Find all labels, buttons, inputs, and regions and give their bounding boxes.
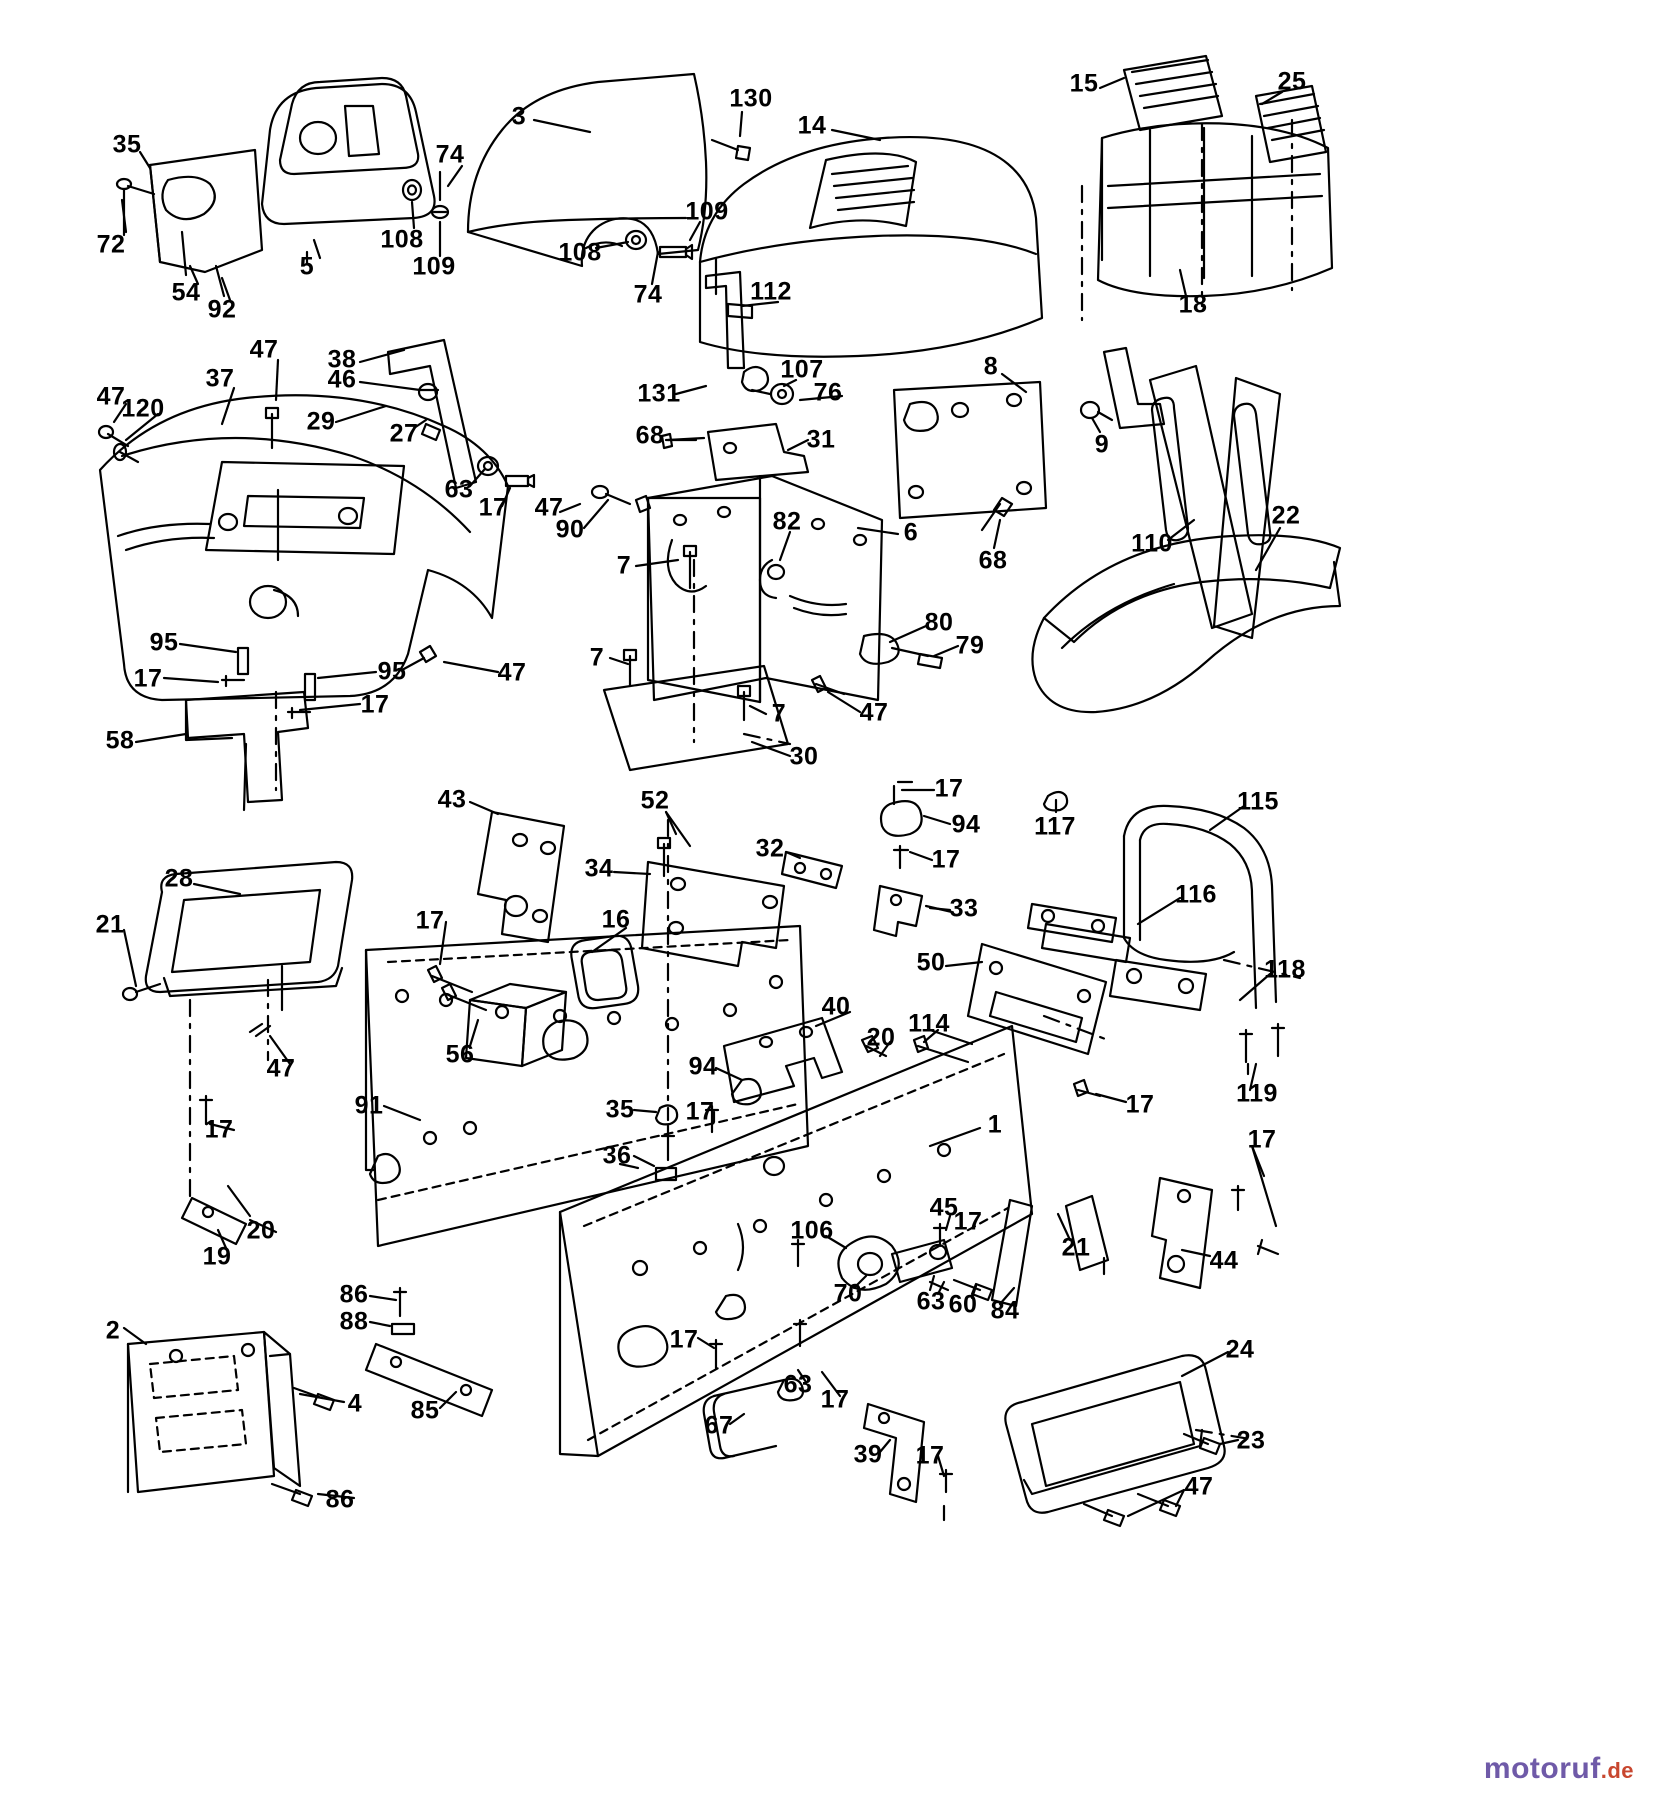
callout-number: 82 <box>772 507 802 536</box>
callout-number: 21 <box>95 910 125 939</box>
callout-number: 116 <box>1175 880 1217 909</box>
callout-number: 47 <box>497 658 527 687</box>
callout-number: 17 <box>953 1207 983 1236</box>
callout-number: 38 <box>327 345 357 374</box>
callout-number: 91 <box>354 1091 384 1120</box>
callout-number: 47 <box>249 335 279 364</box>
callout-number: 47 <box>859 698 889 727</box>
callout-number: 74 <box>633 280 663 309</box>
callout-number: 16 <box>601 905 631 934</box>
callout-number: 1 <box>987 1110 1003 1139</box>
callout-number: 20 <box>866 1023 896 1052</box>
callout-number: 95 <box>149 628 179 657</box>
callout-number: 47 <box>266 1054 296 1083</box>
callout-number: 130 <box>729 84 773 113</box>
callout-number: 86 <box>339 1280 369 1309</box>
callout-number: 36 <box>602 1141 632 1170</box>
callout-number: 44 <box>1209 1246 1239 1275</box>
callout-number: 109 <box>412 252 456 281</box>
callout-number: 76 <box>813 378 843 407</box>
callout-number: 68 <box>635 421 665 450</box>
callout-number: 5 <box>299 252 315 281</box>
callout-number: 109 <box>685 197 729 226</box>
callout-number: 4 <box>347 1389 363 1418</box>
callout-number: 17 <box>1125 1090 1155 1119</box>
callout-number: 22 <box>1271 501 1301 530</box>
callout-number: 17 <box>669 1325 699 1354</box>
callout-number: 19 <box>202 1242 232 1271</box>
callout-number: 21 <box>1061 1233 1091 1262</box>
callout-number: 56 <box>445 1040 475 1069</box>
callout-number: 18 <box>1178 290 1208 319</box>
callout-number: 7 <box>589 643 605 672</box>
callout-number: 45 <box>929 1193 959 1222</box>
callout-number: 106 <box>790 1216 834 1245</box>
callout-number: 85 <box>410 1396 440 1425</box>
callout-number: 17 <box>360 690 390 719</box>
callout-number: 114 <box>908 1009 950 1038</box>
callout-number: 20 <box>246 1216 276 1245</box>
callout-number: 15 <box>1069 69 1099 98</box>
callout-number: 74 <box>435 140 465 169</box>
callout-number: 92 <box>207 295 237 324</box>
callout-number: 17 <box>1247 1125 1277 1154</box>
callout-number: 47 <box>1184 1472 1214 1501</box>
callout-number: 14 <box>797 111 827 140</box>
callout-number: 131 <box>637 379 681 408</box>
callout-number: 88 <box>339 1307 369 1336</box>
callout-number: 63 <box>444 475 474 504</box>
callout-number: 58 <box>105 726 135 755</box>
callout-number: 17 <box>415 906 445 935</box>
callout-number: 47 <box>96 382 126 411</box>
callout-number: 7 <box>771 699 787 728</box>
callout-number: 32 <box>755 834 785 863</box>
callout-number: 90 <box>555 515 585 544</box>
callout-number: 27 <box>389 419 419 448</box>
watermark <box>1484 1752 1634 1786</box>
callout-number: 39 <box>853 1440 883 1469</box>
callout-number: 7 <box>616 551 632 580</box>
callout-number: 43 <box>437 785 467 814</box>
callout-number: 50 <box>916 948 946 977</box>
callout-number: 17 <box>685 1097 715 1126</box>
callout-number: 17 <box>133 664 163 693</box>
callout-number: 94 <box>688 1052 718 1081</box>
callout-number: 63 <box>783 1370 813 1399</box>
watermark-main: motoruf <box>1483 1752 1601 1785</box>
callout-number: 86 <box>325 1485 355 1514</box>
callout-number: 68 <box>978 546 1008 575</box>
callout-number: 17 <box>931 845 961 874</box>
callout-number: 112 <box>750 277 792 306</box>
watermark-suffix: .de <box>1600 1758 1634 1783</box>
callout-number: 35 <box>112 130 142 159</box>
callout-number: 54 <box>171 278 201 307</box>
callout-number: 94 <box>951 810 981 839</box>
callout-number: 119 <box>1236 1079 1278 1108</box>
callout-number: 2 <box>105 1316 121 1345</box>
callout-number: 67 <box>704 1411 734 1440</box>
callout-number: 84 <box>990 1296 1020 1325</box>
callout-number: 35 <box>605 1095 635 1124</box>
callout-number: 37 <box>205 364 235 393</box>
callout-number: 40 <box>821 992 851 1021</box>
callout-number: 23 <box>1236 1426 1266 1455</box>
callout-number: 63 <box>916 1287 946 1316</box>
callout-number: 110 <box>1131 529 1173 558</box>
callout-number: 31 <box>806 425 836 454</box>
callout-number: 9 <box>1094 430 1110 459</box>
callout-number: 72 <box>96 230 126 259</box>
callout-number: 33 <box>949 894 979 923</box>
callout-number: 6 <box>903 518 919 547</box>
callout-number: 34 <box>584 854 614 883</box>
callout-number: 47 <box>534 493 564 522</box>
callout-number: 60 <box>948 1290 978 1319</box>
callout-number: 25 <box>1277 67 1307 96</box>
callout-number: 29 <box>306 407 336 436</box>
callout-number: 118 <box>1264 955 1306 984</box>
callout-number: 24 <box>1225 1335 1255 1364</box>
callout-number: 70 <box>833 1279 863 1308</box>
callout-number: 17 <box>820 1385 850 1414</box>
callout-number: 46 <box>327 365 357 394</box>
callout-number: 30 <box>789 742 819 771</box>
callout-number: 115 <box>1237 787 1279 816</box>
callout-number: 120 <box>121 394 165 423</box>
callout-number: 52 <box>640 786 670 815</box>
callout-number: 8 <box>983 352 999 381</box>
callout-number: 95 <box>377 657 407 686</box>
callout-number: 17 <box>934 774 964 803</box>
callout-number: 117 <box>1034 812 1076 841</box>
callout-number: 107 <box>780 355 824 384</box>
callout-number: 17 <box>204 1115 234 1144</box>
callout-number: 108 <box>558 238 602 267</box>
callout-number: 17 <box>478 493 508 522</box>
callout-number: 3 <box>511 102 527 131</box>
callout-number: 80 <box>924 608 954 637</box>
callout-number: 108 <box>380 225 424 254</box>
callout-number: 17 <box>915 1441 945 1470</box>
callout-number: 28 <box>164 864 194 893</box>
callout-number: 79 <box>955 631 985 660</box>
